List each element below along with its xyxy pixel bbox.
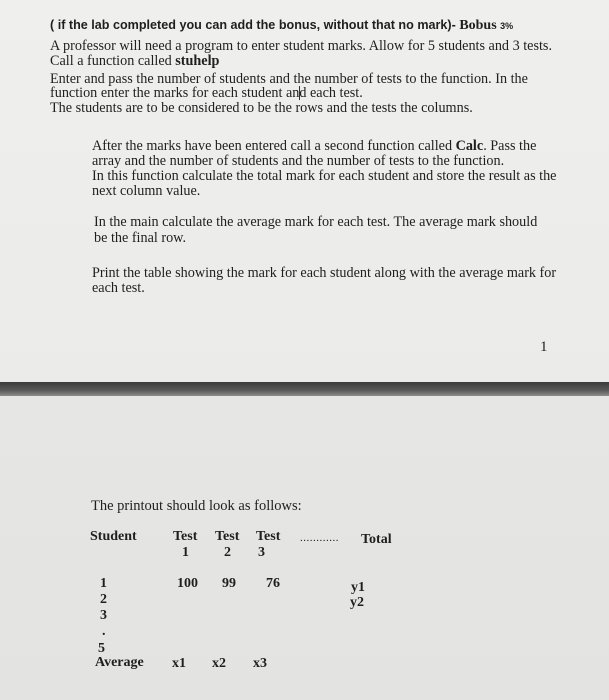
row-ellipsis: . (102, 624, 106, 639)
function-name-calc: Calc (455, 138, 484, 154)
line-professor: A professor will need a program to enter student marks. Allow for 5 students and 3 tests. (50, 38, 552, 54)
average-x1: x1 (172, 656, 186, 671)
total-y1: y1 (351, 580, 365, 595)
header-test3-number: 3 (258, 545, 265, 560)
bonus-heading-text: ( if the lab completed you can add the bonus, without that no mark)- (50, 18, 456, 32)
header-student: Student (90, 529, 137, 544)
average-x2: x2 (212, 656, 226, 671)
function-name-stuhelp: stuhelp (175, 53, 220, 69)
para2-line1-end: . Pass the (483, 138, 537, 154)
header-test2-label: Test (215, 529, 240, 544)
line-enter-pass: Enter and pass the number of students and the number of tests to the function. In the (50, 71, 528, 87)
header-test2-number: 2 (224, 545, 231, 560)
mark-test2: 99 (222, 576, 236, 591)
text-cursor-icon (299, 86, 306, 100)
para4-line2: each test. (92, 280, 145, 296)
header-test3-label: Test (256, 529, 281, 544)
line-call-function (50, 54, 219, 68)
mark-test3: 76 (266, 576, 280, 591)
call-function-text: Call a function called (50, 53, 172, 69)
para2-line4: next column value. (92, 183, 201, 199)
para2-line1 (92, 139, 536, 153)
header-dots: ............ (300, 532, 339, 544)
line-rows-columns: The students are to be considered to be the rows and the tests the columns. (50, 100, 473, 116)
total-y2: y2 (350, 595, 364, 610)
row-student-5: 5 (98, 641, 105, 656)
para3-line2: be the final row. (94, 230, 187, 246)
para2-line3: In this function calculate the total mark for each student and store the result as the (92, 168, 557, 184)
mark-test1: 100 (177, 576, 198, 591)
row-student-1: 1 (100, 576, 107, 591)
bonus-heading (50, 18, 513, 34)
page-break-shadow (0, 382, 609, 396)
para4-line1: Print the table showing the mark for each student along with the average mark for (92, 265, 557, 281)
average-label: Average (95, 655, 144, 670)
header-test1-label: Test (173, 529, 198, 544)
average-x3: x3 (253, 656, 267, 671)
para2-line1-text: After the marks have been entered call a second function called (92, 138, 453, 154)
header-test1-number: 1 (182, 545, 189, 560)
document-page-2 (0, 396, 609, 700)
printout-intro: The printout should look as follows: (91, 498, 302, 514)
page-number: 1 (540, 339, 548, 355)
para2-line2: array and the number of students and the number of tests to the function. (92, 153, 505, 169)
line-function-enter: function enter the marks for each student and each test. (50, 85, 363, 101)
para3-line1: In the main calculate the average mark for each test. The average mark should (94, 214, 538, 230)
row-student-2: 2 (100, 592, 107, 607)
row-student-3: 3 (100, 608, 107, 623)
bonus-percent: 3% (500, 21, 514, 31)
header-total: Total (361, 532, 392, 547)
bonus-label: Bobus (459, 18, 497, 33)
